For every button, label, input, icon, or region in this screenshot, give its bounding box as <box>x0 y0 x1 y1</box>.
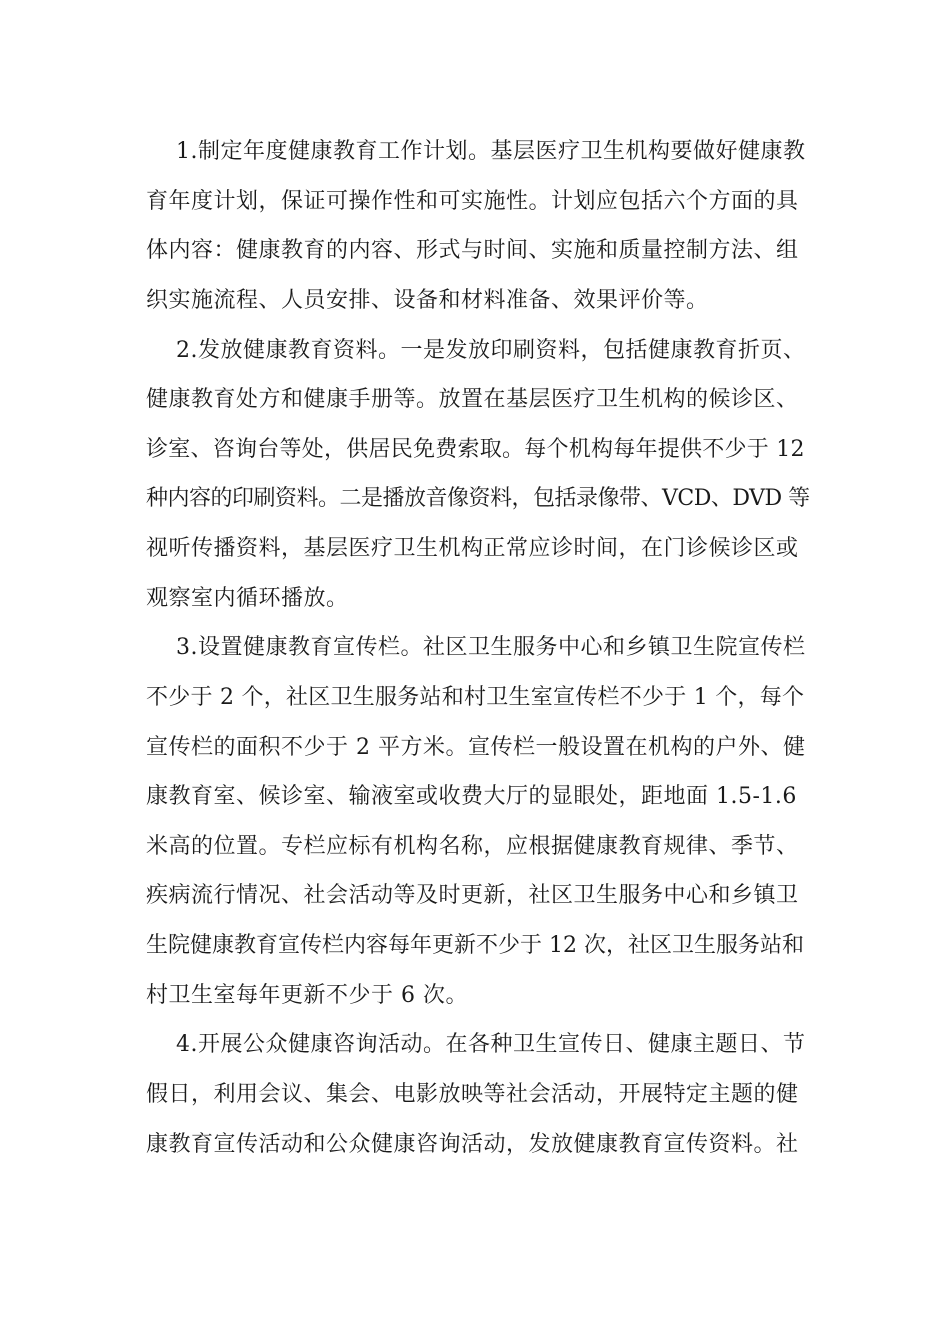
paragraph-2-line-5: 视听传播资料，基层医疗卫生机构正常应诊时间，在门诊候诊区或 <box>146 536 799 561</box>
paragraph-2-line-4: 种内容的印刷资料。二是播放音像资料，包括录像带、VCD、DVD 等 <box>146 486 810 511</box>
paragraph-3-line-4: 康教育室、候诊室、输液室或收费大厅的显眼处，距地面 1.5-1.6 <box>146 784 797 809</box>
paragraph-3-line-5: 米高的位置。专栏应标有机构名称，应根据健康教育规律、季节、 <box>146 834 799 859</box>
paragraph-3-line-1: 3.设置健康教育宣传栏。社区卫生服务中心和乡镇卫生院宣传栏 <box>176 635 806 660</box>
paragraph-3-line-8: 村卫生室每年更新不少于 6 次。 <box>146 983 468 1008</box>
paragraph-1-line-2: 育年度计划，保证可操作性和可实施性。计划应包括六个方面的具 <box>146 189 799 214</box>
paragraph-1-line-4: 织实施流程、人员安排、设备和材料准备、效果评价等。 <box>146 288 709 313</box>
paragraph-4-line-2: 假日，利用会议、集会、电影放映等社会活动，开展特定主题的健 <box>146 1082 799 1107</box>
paragraph-1-line-1: 1.制定年度健康教育工作计划。基层医疗卫生机构要做好健康教 <box>176 139 806 164</box>
paragraph-4-line-3: 康教育宣传活动和公众健康咨询活动，发放健康教育宣传资料。社 <box>146 1132 799 1157</box>
paragraph-3-line-2: 不少于 2 个，社区卫生服务站和村卫生室宣传栏不少于 1 个，每个 <box>146 685 805 710</box>
paragraph-3-line-7: 生院健康教育宣传栏内容每年更新不少于 12 次，社区卫生服务站和 <box>146 933 804 958</box>
paragraph-4-line-1: 4.开展公众健康咨询活动。在各种卫生宣传日、健康主题日、节 <box>176 1032 806 1057</box>
paragraph-3-line-6: 疾病流行情况、社会活动等及时更新，社区卫生服务中心和乡镇卫 <box>146 883 799 908</box>
paragraph-3-line-3: 宣传栏的面积不少于 2 平方米。宣传栏一般设置在机构的户外、健 <box>146 735 806 760</box>
paragraph-2-line-6: 观察室内循环播放。 <box>146 586 349 611</box>
paragraph-2-line-3: 诊室、咨询台等处，供居民免费索取。每个机构每年提供不少于 12 <box>146 437 805 462</box>
paragraph-2-line-2: 健康教育处方和健康手册等。放置在基层医疗卫生机构的候诊区、 <box>146 387 799 412</box>
paragraph-1-line-3: 体内容：健康教育的内容、形式与时间、实施和质量控制方法、组 <box>146 238 799 263</box>
paragraph-2-line-1: 2.发放健康教育资料。一是发放印刷资料，包括健康教育折页、 <box>176 338 806 363</box>
